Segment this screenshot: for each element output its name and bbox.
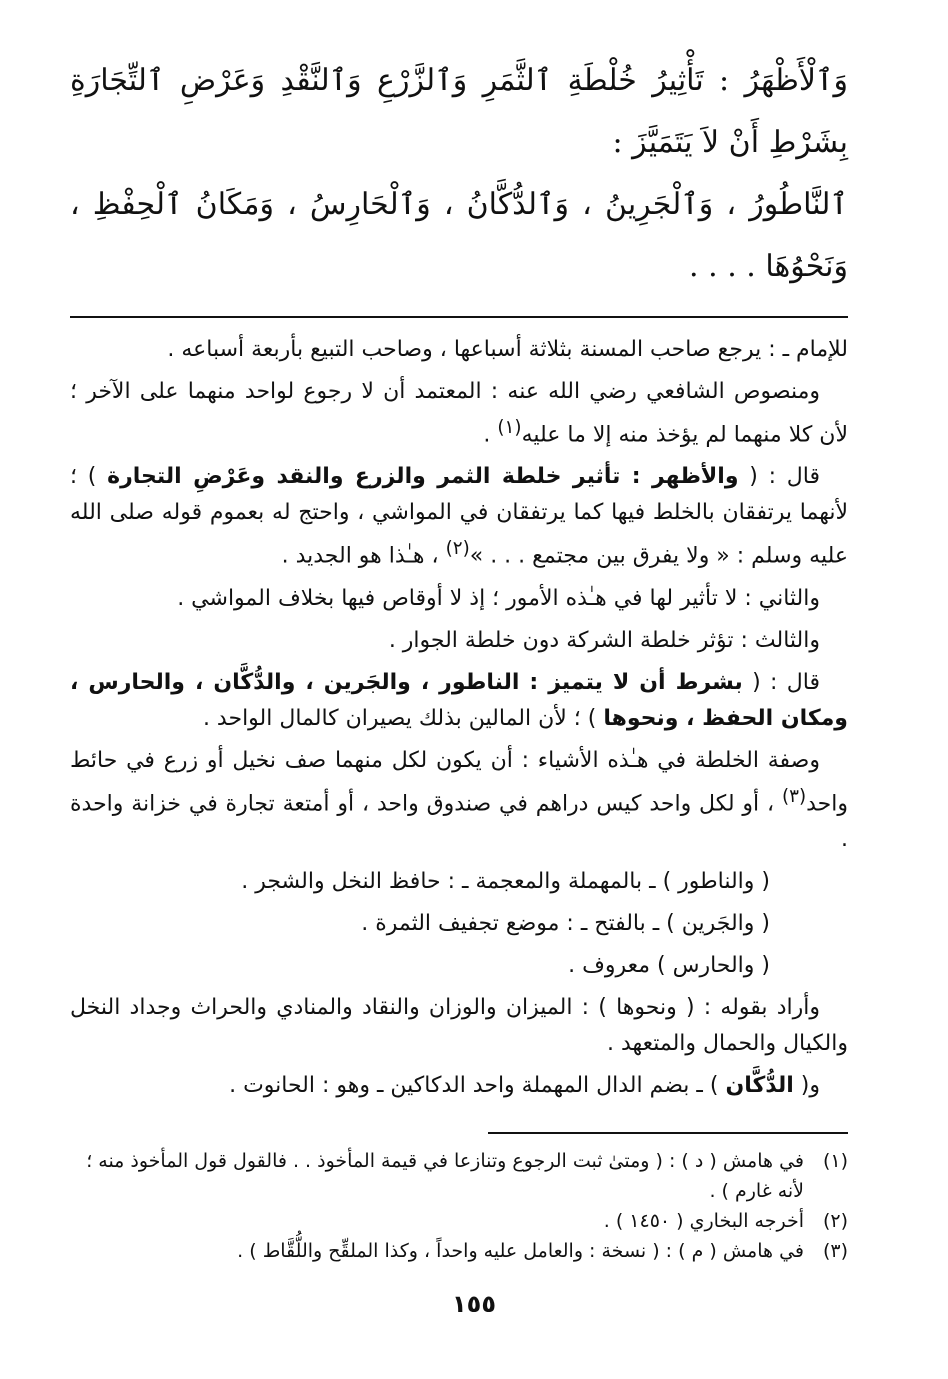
main-text <box>70 50 848 298</box>
commentary-paragraph: قال : ( بشرط أن لا يتميز : الناطور ، والجَرين ، والدُّكَّان ، والحارس ، ومكان الحفظ ، ونحوها ) ؛ لأن المالين بذلك يصيران كالمال الواحد . <box>70 669 848 731</box>
footnote-ref[interactable]: (٣) <box>781 785 807 807</box>
footnote <box>70 1236 848 1266</box>
main-text-line-1: وَٱلْأَظْهَرُ : تَأْثِيرُ خُلْطَةِ ٱلثَّمَرِ وَٱلزَّرْعِ وَٱلنَّقْدِ وَعَرْضِ ٱلتِّجَارَةِ بِشَرْطِ أَنْ لاَ يَتَمَيَّزَ : <box>70 63 848 160</box>
quoted-matn: والأظهر : تأثير خلطة الثمر والزرع والنقد وعَرْضِ التجارة <box>107 464 739 490</box>
footnotes <box>70 1146 848 1266</box>
commentary-paragraph: والثاني : لا تأثير لها في هـٰذه الأمور ؛ إذ لا أوقاص فيها بخلاف المواشي . <box>177 585 820 611</box>
commentary-paragraph: و( الدُّكَّان ) ـ بضم الدال المهملة واحد الدكاكين ـ وهو : الحانوت . <box>229 1072 820 1098</box>
footnote <box>70 1206 848 1236</box>
page-number: ١٥٥ <box>452 1290 496 1318</box>
main-text-line-2: ٱلنَّاطُورُ ، وَٱلْجَرِينُ ، وَٱلدُّكَّانُ ، وَٱلْحَارِسُ ، وَمَكَانُ ٱلْحِفْظِ ، وَنَحْوُهَا . . . . <box>70 187 848 284</box>
commentary-paragraph: وصفة الخلطة في هـٰذه الأشياء : أن يكون لكل منهما صف نخيل أو زرع في حائط واحد$^{(٣)}$ ، أو لكل واحد كيس دراهم في صندوق واحد ، أو أمتعة تجارة في خزانة واحدة . <box>70 747 848 852</box>
footnote-divider <box>488 1132 848 1134</box>
definition-line: ( والحارس ) معروف . <box>568 952 770 978</box>
footnote <box>70 1146 848 1206</box>
footnote-number: (٢) <box>822 1209 848 1232</box>
footnote-ref[interactable]: (٢) <box>445 538 470 560</box>
footnote-text: في هامش ( د ) : ( ومتىٰ ثبت الرجوع وتنازعا في قيمة المأخوذ . . فالقول قول المأخوذ منه ؛ لأنه غارم ) . <box>86 1149 804 1202</box>
commentary <box>70 332 848 1104</box>
commentary-paragraph: قال : ( والأظهر : تأثير خلطة الثمر والزرع والنقد وعَرْضِ التجارة ) ؛ لأنهما يرتفقان بالخلط فيها كما يرتفقان في المواشي ، واحتج له بعموم قوله صلى الله عليه وسلم : « ولا يفرق بين مجتمع . . . »$^{(٢)}$ ، هـٰذا هو الجديد . <box>70 464 848 569</box>
definition-line: ( والجَرين ) ـ بالفتح ـ : موضع تجفيف الثمرة . <box>361 910 770 936</box>
footnote-text: أخرجه البخاري ( ١٤٥٠ ) . <box>603 1209 804 1232</box>
footnote-text: في هامش ( م ) : ( نسخة : والعامل عليه واحداً ، وكذا الملقِّح واللُّقَّاط ) . <box>237 1239 804 1262</box>
commentary-paragraph: والثالث : تؤثر خلطة الشركة دون خلطة الجوار . <box>388 627 820 653</box>
text-divider <box>70 316 848 318</box>
footnote-ref[interactable]: (١) <box>497 417 522 438</box>
footnote-number: (١) <box>822 1149 848 1172</box>
commentary-paragraph: ومنصوص الشافعي رضي الله عنه : المعتمد أن لا رجوع لواحد منهما على الآخر ؛ لأن كلا منهما لم يؤخذ منه إلا ما عليه$^{(١)}$ . <box>70 379 848 448</box>
quoted-matn: الدُّكَّان <box>725 1072 794 1098</box>
footnote-number: (٣) <box>822 1239 848 1262</box>
book-page <box>70 50 848 1350</box>
definition-line: ( والناطور ) ـ بالمهملة والمعجمة ـ : حافظ النخل والشجر . <box>241 868 770 894</box>
commentary-paragraph: وأراد بقوله : ( ونحوها ) : الميزان والوزان والنقاد والمنادي والحراث وجداد النخل والكيال والحمال والمتعهد . <box>70 994 848 1056</box>
quoted-matn: بشرط أن لا يتميز : الناطور ، والجَرين ، والدُّكَّان ، والحارس ، ومكان الحفظ ، ونحوها <box>70 669 848 731</box>
commentary-paragraph: للإمام ـ : يرجع صاحب المسنة بثلاثة أسباعها ، وصاحب التبيع بأربعة أسباعه . <box>167 337 848 362</box>
